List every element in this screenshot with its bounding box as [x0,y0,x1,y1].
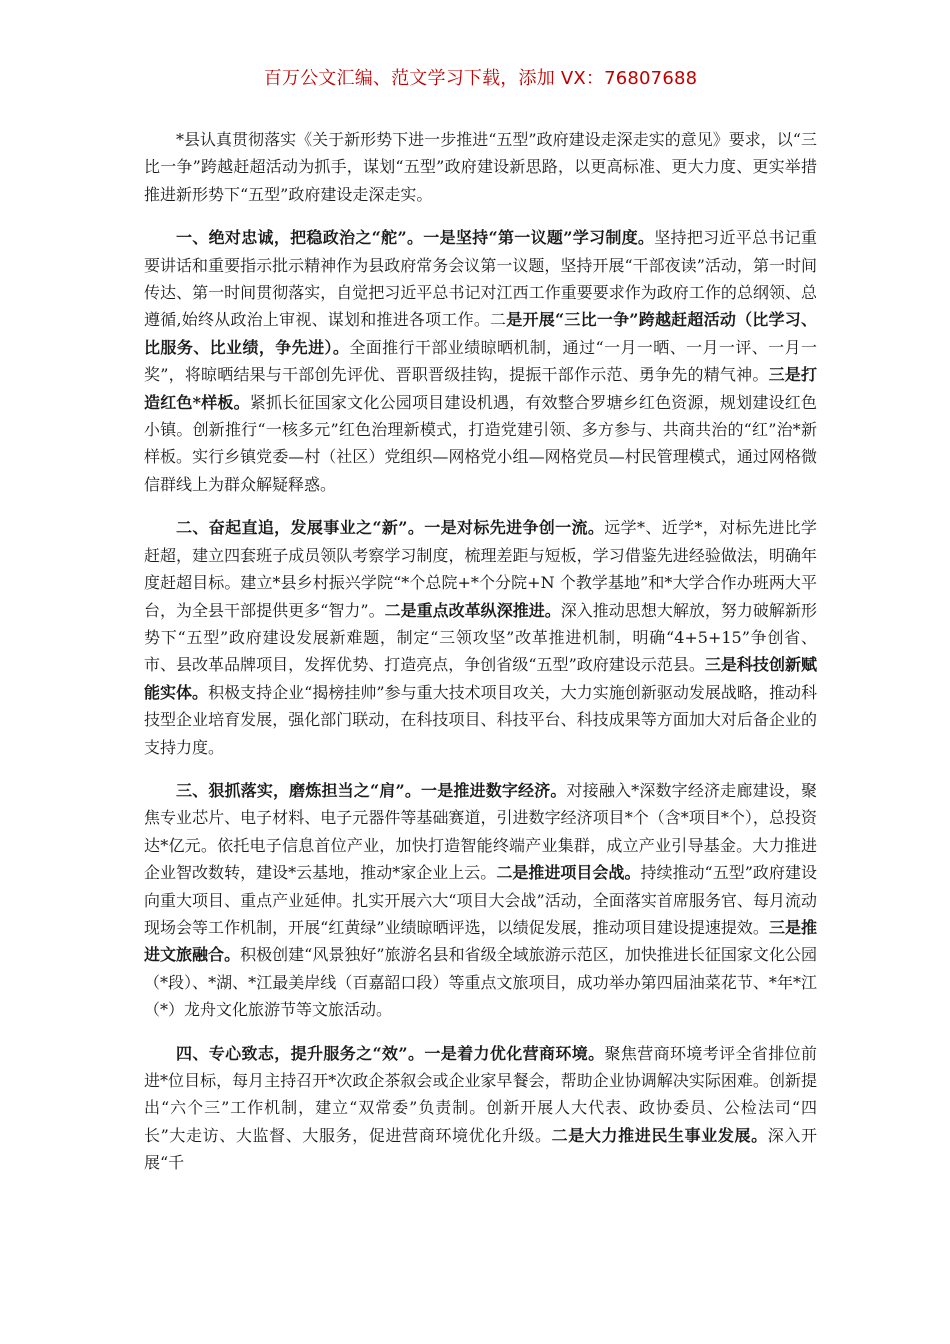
header-banner: 百万公文汇编、范文学习下载，添加 VX：76807688 [263,68,698,89]
bold-heading-text: 二是重点改革纵深推进。 [384,600,561,620]
bold-heading-text: 一、绝对忠诚，把稳政治之“舵”。一是坚持“第一议题”学习制度。 [176,228,655,248]
bold-heading-text: 三是科技创新赋能实体。 [144,655,817,702]
paragraph [144,126,817,208]
bold-heading-text: 二是推进项目会战。 [496,863,641,883]
bold-heading-text: 四、专心致志，提升服务之“效”。一是着力优化营商环境。 [176,1043,605,1063]
body-text: 坚持把习近平总书记重要讲话和重要指示批示精神作为县政府常务会议第一议题，坚持开展“干部夜读”活动，第一时间传达、第一时间贯彻落实，自觉把习近平总书记对江西工作重要要求作为政府工作的总纲领、总遵循,始终从政治上审视、谋划和推进各项工作。二 [144,228,817,330]
body-text: 远学*、近学*，对标先进比学赶超，建立四套班子成员领队考察学习制度，梳理差距与短板，学习借鉴先进经验做法，明确年度赶超目标。建立*县乡村振兴学院“*个总院+*个分院+N 个教学基地”和*大学合作办班两大平台，为全县干部提供更多“智力”。 [144,518,817,620]
body-text: 对接融入*深数字经济走廊建设，聚焦专业芯片、电子材料、电子元器件等基础赛道，引进数字经济项目*个（含*项目*个），总投资达*亿元。依托电子信息首位产业，加快打造智能终端产业集群，成立产业引导基金。大力推进企业智改数转，建设*云基地，推动*家企业上云。 [144,780,817,883]
paragraph [144,514,817,761]
bold-heading-text: 二、奋起直追，发展事业之“新”。一是对标先进争创一流。 [176,518,605,538]
body-text: 全面推行干部业绩晾晒机制，通过“一月一晒、一月一评、一月一奖”，将晾晒结果与干部创先评优、晋职晋级挂钩，提振干部作示范、勇争先的精气神。 [144,337,817,385]
bold-heading-text: 三是打造红色*样板。 [144,365,817,412]
body-text: 持续推动“五型”政府建设向重大项目、重点产业延伸。扎实开展六大“项目大会战”活动，全面落实首席服务官、每月流动现场会等工作机制，开展“红黄绿”业绩晾晒评选，以绩促发展，推动项目建设提速提效。 [144,863,817,937]
document-body [144,126,817,1177]
body-text: *县认真贯彻落实《关于新形势下进一步推进“五型”政府建设走深走实的意见》要求，以“三比一争”跨越赶超活动为抓手，谋划“五型”政府建设新思路，以更高标准、更大力度、更实举措推进新形势下“五型”政府建设走深走实。 [144,130,817,204]
body-text: 积极支持企业“揭榜挂帅”参与重大技术项目攻关，大力实施创新驱动发展战略，推动科技型企业培育发展，强化部门联动，在科技项目、科技平台、科技成果等方面加大对后备企业的支持力度。 [144,682,817,757]
body-text: 紧抓长征国家文化公园项目建设机遇，有效整合罗塘乡红色资源，规划建设红色小镇。创新推行“一核多元”红色治理新模式，打造党建引领、多方参与、共商共治的“红”治*新样板。实行乡镇党委—村（社区）党组织—网格党小组—网格党员—村民管理模式，通过网格微信群线上为群众解疑释惑。 [144,392,817,494]
body-text: 积极创建“风景独好”旅游名县和省级全域旅游示范区，加快推进长征国家文化公园（*段）、*湖、*江最美岸线（百嘉韶口段）等重点文旅项目，成功举办第四届油菜花节、*年*江（*）龙舟文化旅游节等文旅活动。 [144,945,817,1020]
bold-heading-text: 是开展“三比一争”跨越赶超活动（比学习、比服务、比业绩，争先进）。 [144,310,817,357]
body-text: 聚焦营商环境考评全省排位前进*位目标，每月主持召开*次政企茶叙会或企业家早餐会，帮助企业协调解决实际困难。创新提出“六个三”工作机制，建立“双常委”负责制。创新开展人大代表、政协委员、公检法司“四长”大走访、大监督、大服务，促进营商环境优化升级。 [144,1043,817,1145]
body-text: 深入推动思想大解放，努力破解新形势下“五型”政府建设发展新难题，制定“三领攻坚”改革推进机制，明确“4+5+15”争创省、市、县改革品牌项目，发挥优势、打造亮点，争创省级“五型”政府建设示范县。 [144,600,817,675]
paragraph [144,777,817,1024]
bold-heading-text: 三是推进文旅融合。 [144,917,817,965]
paragraph [144,224,817,498]
bold-heading-text: 二是大力推进民生事业发展。 [551,1125,768,1145]
bold-heading-text: 三、狠抓落实，磨炼担当之“肩”。一是推进数字经济。 [176,780,567,800]
paragraph [144,1040,817,1177]
body-text: 深入开展“千 [144,1125,817,1173]
